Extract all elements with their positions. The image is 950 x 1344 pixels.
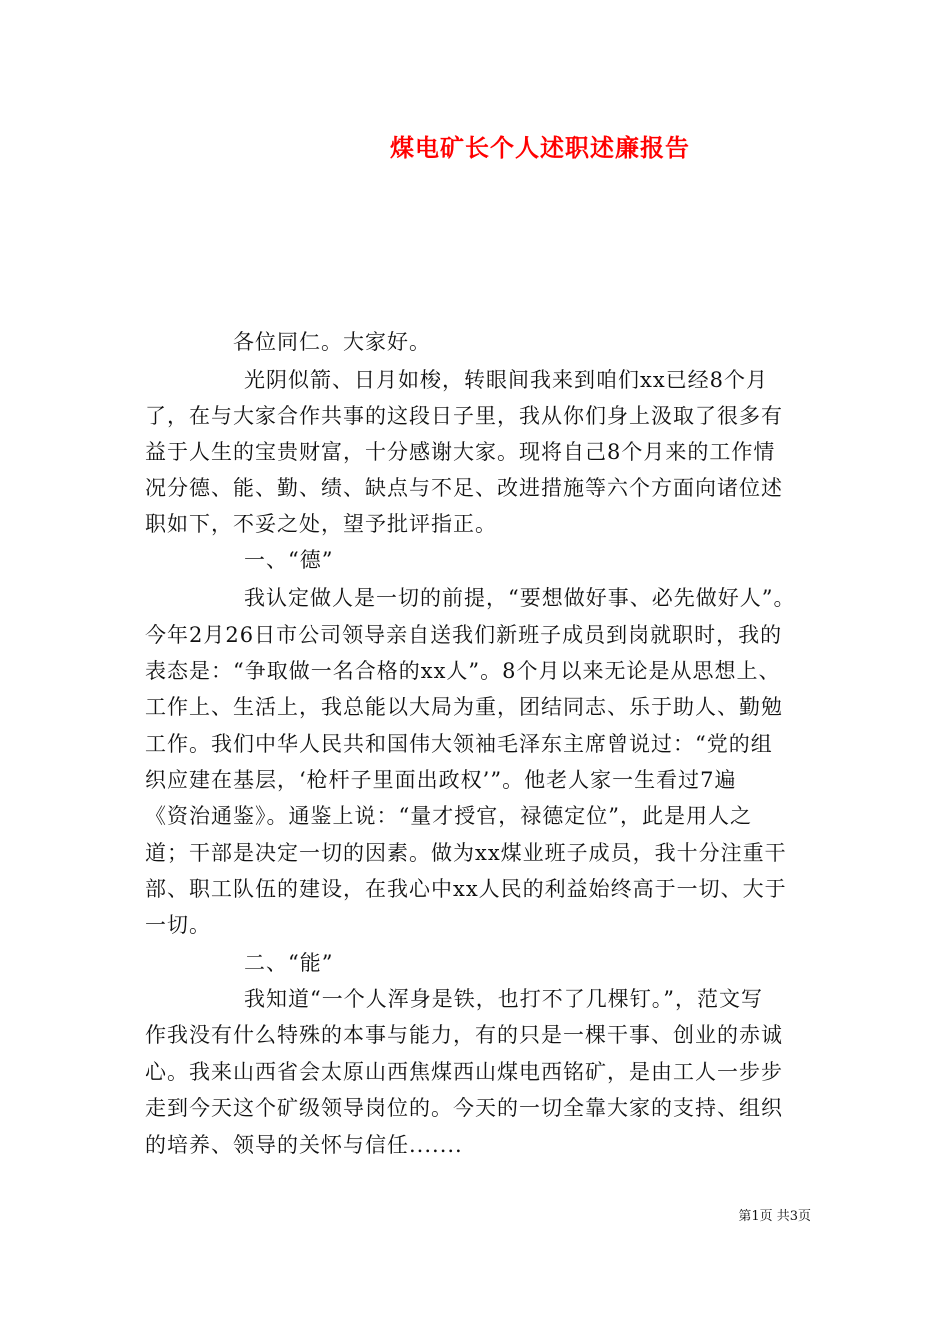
section2-line: 走到今天这个矿级领导岗位的。今天的一切全靠大家的支持、组织 (145, 1096, 783, 1120)
section2-line: 心。我来山西省会太原山西焦煤西山煤电西铭矿，是由工人一步步 (145, 1060, 783, 1084)
intro-line: 况分德、能、勤、绩、缺点与不足、改进措施等六个方面向诸位述 (145, 476, 783, 500)
document-title: 煤电矿长个人述职述廉报告 (390, 133, 690, 162)
section1-line: 一切。 (145, 913, 211, 937)
page-footer: 第1页 共3页 (738, 1209, 811, 1224)
intro-line: 光阴似箭、日月如梭，转眼间我来到咱们xx已经8个月 (244, 368, 769, 392)
section1-line: 工作。我们中华人民共和国伟大领袖毛泽东主席曾说过：“党的组 (145, 732, 773, 756)
section1-line: 部、职工队伍的建设，在我心中xx人民的利益始终高于一切、大于 (145, 877, 787, 901)
intro-line: 了，在与大家合作共事的这段日子里，我从你们身上汲取了很多有 (145, 404, 783, 428)
section1-line: 道；干部是决定一切的因素。做为xx煤业班子成员，我十分注重干 (145, 841, 787, 865)
section2-line: 的培养、领导的关怀与信任....... (145, 1133, 463, 1157)
section1-line: 工作上、生活上，我总能以大局为重，团结同志、乐于助人、勤勉 (145, 695, 783, 719)
section1-line: 织应建在基层，‘枪杆子里面出政权’”。他老人家一生看过7遍 (145, 768, 737, 792)
section2-line: 我知道“一个人浑身是铁，也打不了几棵钉。”，范文写 (244, 987, 763, 1011)
section-heading-neng: 二、“能” (244, 951, 334, 975)
section1-line: 《资治通鉴》。通鉴上说：“量才授官，禄德定位”，此是用人之 (145, 804, 752, 828)
section1-line: 表态是：“争取做一名合格的xx人”。8个月以来无论是从思想上、 (145, 659, 781, 683)
section1-line: 我认定做人是一切的前提，“要想做好事、必先做好人”。 (244, 586, 796, 610)
section2-line: 作我没有什么特殊的本事与能力，有的只是一棵干事、创业的赤诚 (145, 1023, 783, 1047)
section-heading-de: 一、“德” (244, 548, 334, 572)
greeting: 各位同仁。大家好。 (233, 330, 431, 354)
intro-line: 益于人生的宝贵财富，十分感谢大家。现将自己8个月来的工作情 (145, 440, 776, 464)
section1-line: 今年2月26日市公司领导亲自送我们新班子成员到岗就职时，我的 (145, 623, 783, 647)
intro-line: 职如下，不妥之处，望予批评指正。 (145, 512, 497, 536)
